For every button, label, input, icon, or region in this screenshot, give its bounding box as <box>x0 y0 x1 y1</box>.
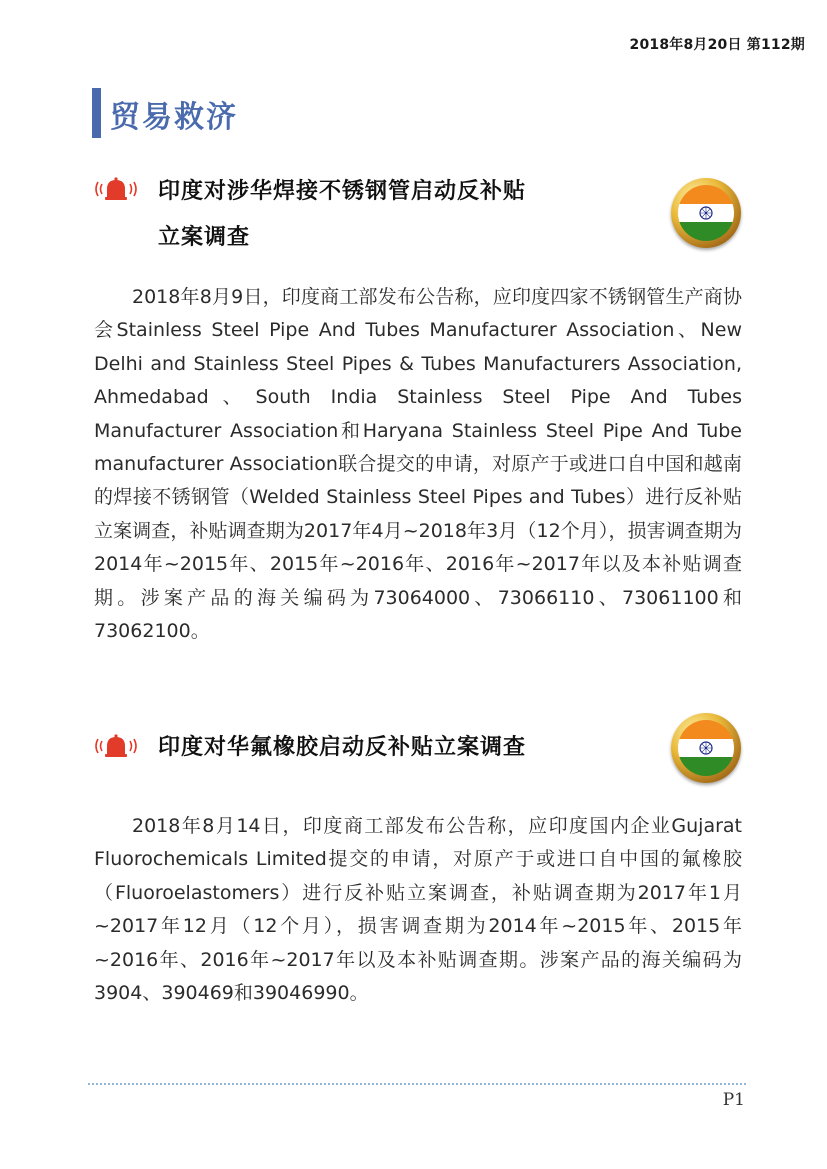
footer-divider <box>88 1083 746 1085</box>
alarm-bell-icon <box>92 733 140 759</box>
page-number: P1 <box>722 1090 745 1110</box>
alarm-bell-icon <box>92 176 140 202</box>
section-accent-bar <box>92 88 101 138</box>
issue-date: 2018年8月20日 第112期 <box>629 37 805 53</box>
india-flag-icon <box>671 178 741 248</box>
india-flag-icon <box>671 713 741 783</box>
article-body: 2018年8月9日，印度商工部发布公告称，应印度四家不锈钢管生产商协会Stainless Steel Pipe And Tubes Manufacturer Association、New Delhi and Stainless Steel Pipes & Tubes Manufacturers Association, Ahmedabad、South India Stainless Steel Pipe And Tubes Manufacturer Association和Haryana Stainless Steel Pipe And Tube manufacturer Association联合提交的申请，对原产于或进口自中国和越南的焊接不锈钢管（Welded Stainless Steel Pipes and Tubes）进行反补贴立案调查，补贴调查期为2017年4月~2018年3月（12个月），损害调查期为2014年~2015年、2015年~2016年、2016年~2017年以及本补贴调查期。涉案产品的海关编码为73064000、73066110、73061100和73062100。 <box>94 286 742 643</box>
article-title: 印度对华氟橡胶启动反补贴立案调查 <box>158 735 527 760</box>
article-title: 印度对涉华焊接不锈钢管启动反补贴 <box>158 179 527 204</box>
article-title-continued: 立案调查 <box>158 225 251 250</box>
section-title: 贸易救济 <box>110 100 238 135</box>
article-body: 2018年8月14日，印度商工部发布公告称，应印度国内企业Gujarat Fluorochemicals Limited提交的申请，对原产于或进口自中国的氟橡胶（Fluoroelastomers）进行反补贴立案调查，补贴调查期为2017年1月~2017年12月（12个月），损害调查期为2014年~2015年、2015年~2016年、2016年~2017年以及本补贴调查期。涉案产品的海关编码为3904、390469和39046990。 <box>94 815 742 1005</box>
